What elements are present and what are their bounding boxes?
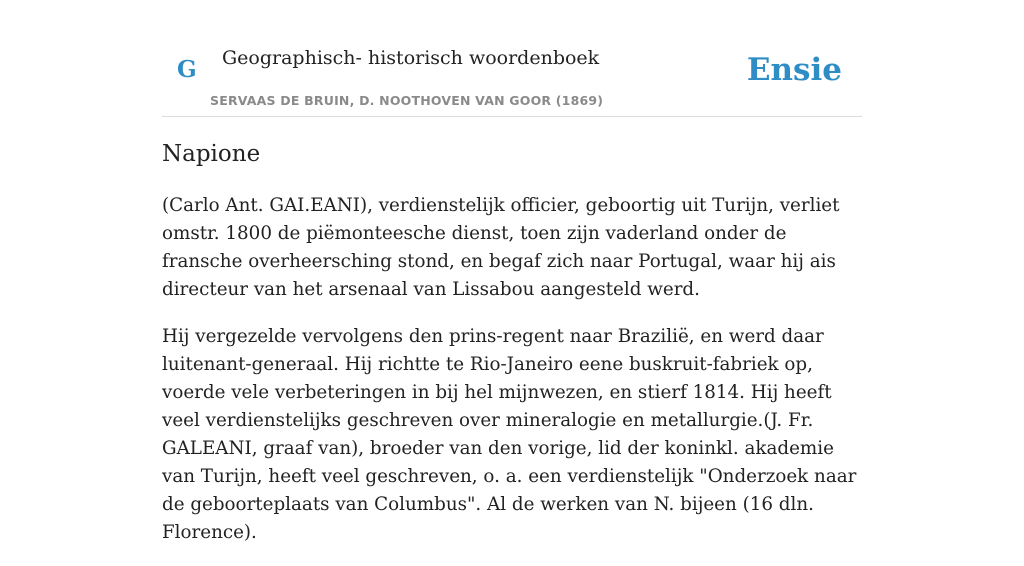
- entry-paragraph: Hij vergezelde vervolgens den prins-regent naar Brazilië, en werd daar luitenant-generaal. Hij richtte te Rio-Janeiro eene buskruit-fabriek op, voerde vele verbeteringen in bij hel mijnwezen, en stierf 1814. Hij heeft veel verdienstelijks geschreven over mineralogie en metallurgie.(J. Fr. GALEANI, graaf van), broeder van den vorige, lid der koninkl. akademie van Turijn, heeft veel geschreven, o. a. een verdienstelijk "Onderzoek naar de geboorteplaats van Columbus". Al de werken van N. bijeen (16 dln. Florence).: [162, 326, 857, 543]
- book-logo[interactable]: G: [177, 56, 197, 83]
- entry-paragraph: (Carlo Ant. GAI.EANI), verdienstelijk officier, geboortig uit Turijn, verliet omstr. 1800 de piëmonteesche dienst, toen zijn vaderland onder de fransche overheersching stond, en begaf zich naar Portugal, waar hij ais directeur van het arsenaal van Lissabou aangesteld werd.: [162, 195, 840, 300]
- entry-title: Napione: [162, 141, 261, 167]
- brand-logo[interactable]: Ensie: [746, 52, 842, 88]
- book-authors: SERVAAS DE BRUIN, D. NOOTHOVEN VAN GOOR (1869): [210, 93, 604, 108]
- entry-content: [162, 192, 862, 566]
- header: [162, 0, 862, 117]
- book-title[interactable]: Geographisch- historisch woordenboek: [222, 47, 600, 69]
